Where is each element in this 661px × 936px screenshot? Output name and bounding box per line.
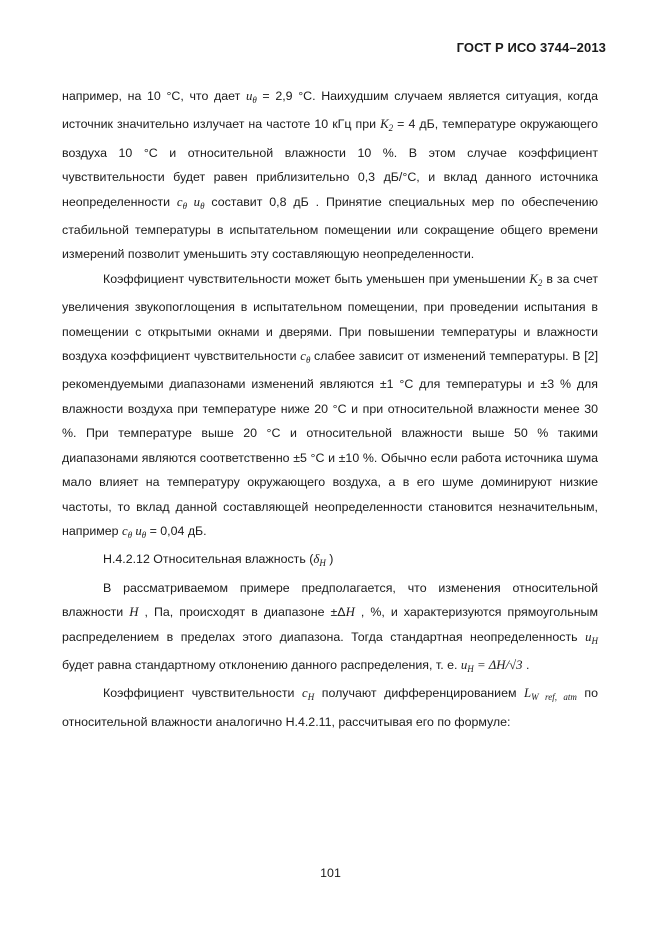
math-u-theta: $u_\theta$ [245, 89, 257, 105]
math-l-w-ref-atm: $L_{W ref, atm}$ [524, 686, 577, 703]
math-u-h-formula: $u_H = \Delta H/√3$ [460, 657, 523, 674]
document-header: ГОСТ Р ИСО 3744–2013 [456, 40, 606, 55]
math-k2: $K_2$ [380, 117, 394, 134]
paragraph-humidity: В рассматриваемом примере предполагается, что изменения относительной влажности H , Па, происходят в диапазоне ±ΔH , %, и характеризуются прямоугольным распределением в пределах этого диапазона. Тогда стандартная неопределенность $u_H$ будет равна стандартному отклонению данного распределения, т. е. $u_H = \Delta H/√3$ . [62, 580, 598, 674]
math-c-theta-u-theta: $c_\theta$ $u_\theta$ [122, 523, 147, 540]
section-heading: Н.4.2.12 Относительная влажность ($\delta_H$ ) [103, 552, 334, 569]
math-c-h: $c_H$ [302, 686, 315, 703]
math-h: H [129, 605, 139, 620]
math-delta-h: $\delta_H$ [313, 552, 326, 569]
document-body [62, 84, 598, 734]
math-h: H [345, 605, 355, 620]
paragraph-sensitivity: Коэффициент чувствительности может быть уменьшен при уменьшении $K_2$ в за счет увеличения звукопоглощения в испытательном помещении, при проведении испытания в помещении с открытыми окнами и дверями. При повышении температуры и влажности воздуха коэффициент чувствительности $c_\theta$ слабее зависит от изменений температуры. В [2] рекомендуемыми диапазонами изменений являются ±1 °C для температуры и ±3 % для влажности воздуха при температуре ниже 20 °C и при относительной влажности менее 30 %. При температуре выше 20 °C и относительной влажности выше 50 % такими диапазонами являются соответственно ±5 °C и ±10 %. Обычно если работа источника шума мало влияет на температуру окружающего воздуха, а в его шуме доминируют низкие частоты, то вклад данной составляющей неопределенности становится незначительным, например $c_\theta$ $u_\theta = 0,04$ дБ. [62, 271, 599, 540]
page-number: 101 [320, 866, 341, 880]
paragraph-coefficient: Коэффициент чувствительности $c_H$ получают дифференцированием $L_{W ref, atm}$ по относительной влажности аналогично Н.4.2.11, рассчитывая его по формуле: [62, 686, 598, 729]
math-c-theta: $c_\theta$ [300, 349, 311, 366]
math-k2: $K_2$ [529, 271, 543, 288]
math-c-theta-u-theta: $c_\theta$ $u_\theta$ [176, 194, 205, 211]
paragraph-temperature-example: например, на 10 °C, что дает $u_\theta = 2,9$ °C. Наихудшим случаем является ситуация, когда источник значительно излучает на частоте 10 кГц при $K_2 = 4$ дБ, температуре окружающего воздуха 10 °C и относительной влажности 10 %. В этом случае коэффициент чувствительности будет равен приблизительно 0,3 дБ/°C, и вклад данного источника неопределенности $c_\theta$ $u_\theta$ составит 0,8 дБ . Принятие специальных мер по обеспечению стабильной температуры в испытательном помещении или сокращение общего времени измерений позволит уменьшить эту составляющую неопределенности. [62, 89, 598, 262]
math-u-h: $u_H$ [585, 629, 598, 646]
